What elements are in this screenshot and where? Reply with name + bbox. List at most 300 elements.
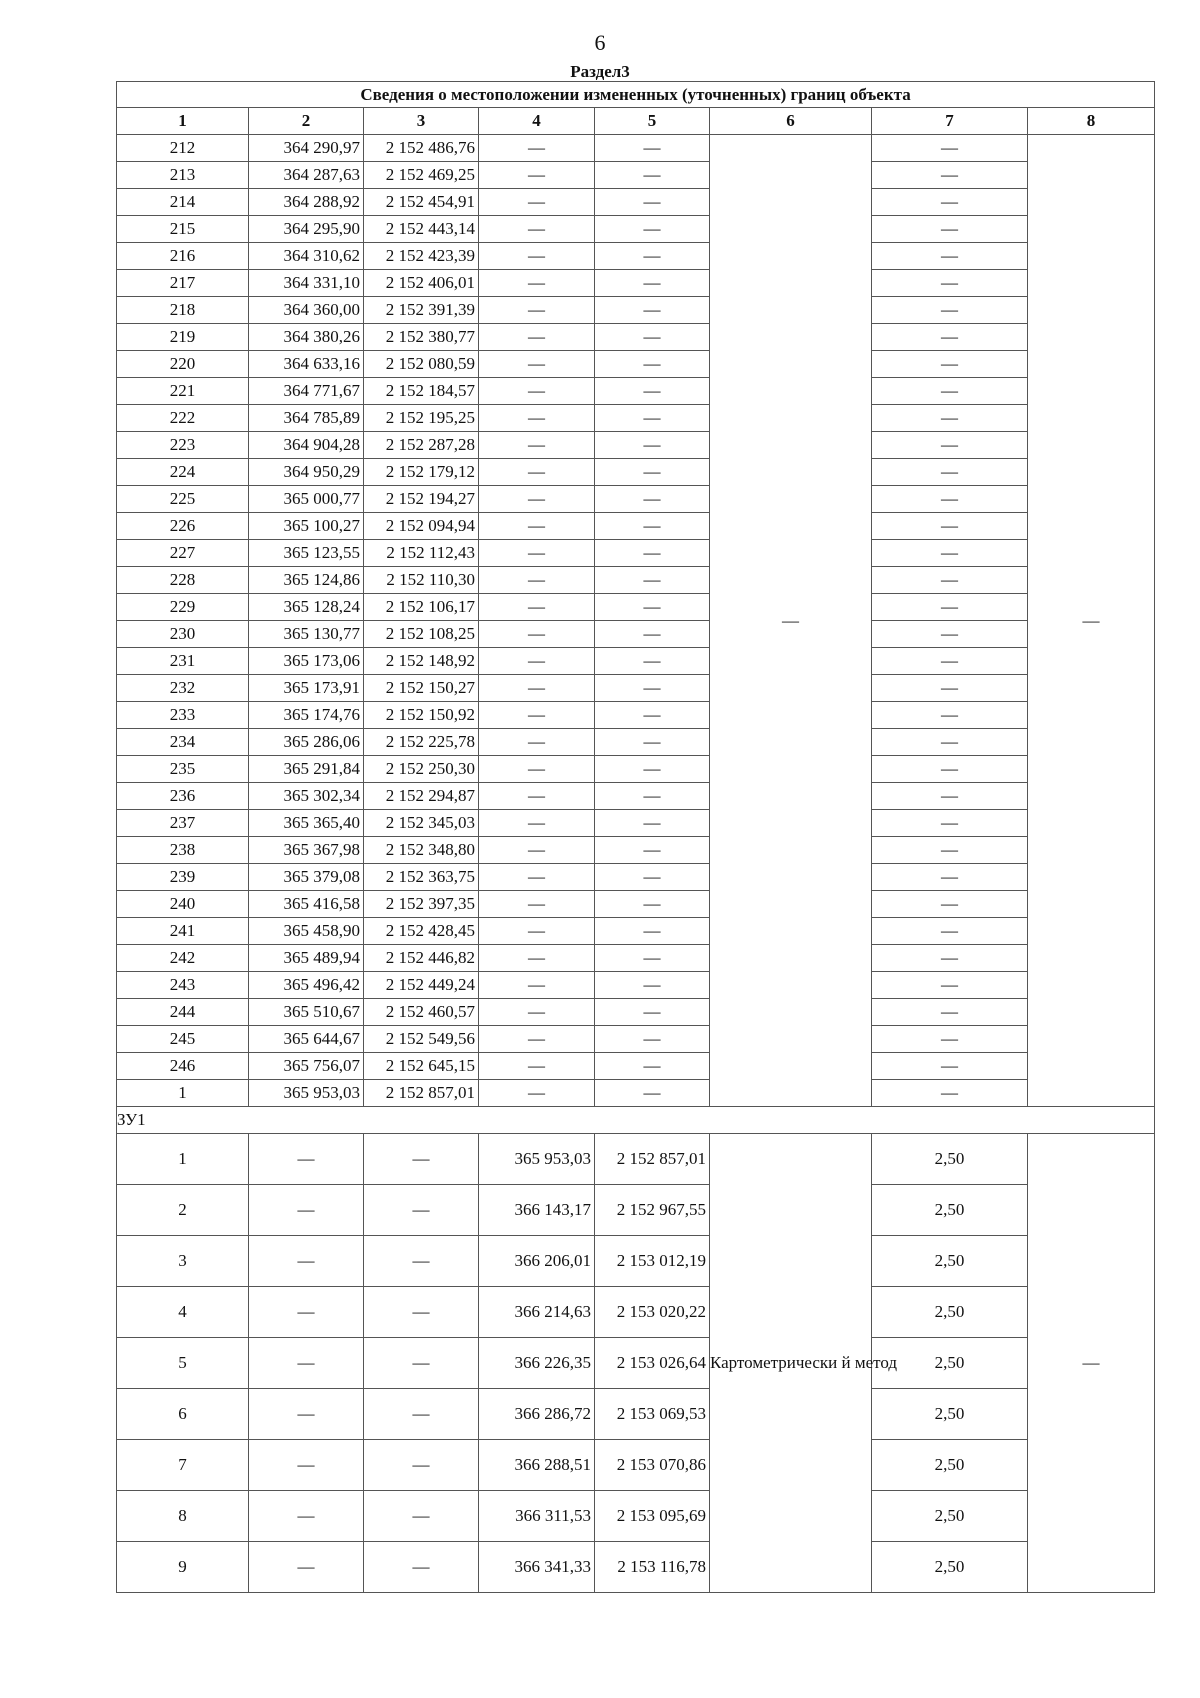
coordinate-y-cell: 2 152 150,92 — [364, 702, 479, 729]
accuracy-cell: 2,50 — [872, 1236, 1028, 1287]
point-number-cell: 3 — [117, 1236, 249, 1287]
coordinate-x-cell: — — [249, 1389, 364, 1440]
new-coordinate-y-cell: — — [595, 702, 710, 729]
new-coordinate-y-cell: — — [595, 999, 710, 1026]
point-number-cell: 1 — [117, 1080, 249, 1107]
column-number-6: 6 — [710, 108, 872, 135]
point-number-cell: 244 — [117, 999, 249, 1026]
coordinate-y-cell: 2 152 549,56 — [364, 1026, 479, 1053]
new-coordinate-y-cell: — — [595, 540, 710, 567]
new-coordinate-y-cell: 2 153 070,86 — [595, 1440, 710, 1491]
table-row — [117, 459, 1155, 486]
new-coordinate-y-cell: — — [595, 621, 710, 648]
point-number-cell: 239 — [117, 864, 249, 891]
coordinate-x-cell: — — [249, 1338, 364, 1389]
coordinate-x-cell: 364 950,29 — [249, 459, 364, 486]
new-coordinate-x-cell: — — [479, 594, 595, 621]
coordinate-x-cell: 365 379,08 — [249, 864, 364, 891]
new-coordinate-y-cell: 2 153 069,53 — [595, 1389, 710, 1440]
coordinate-y-cell: 2 152 184,57 — [364, 378, 479, 405]
point-number-cell: 245 — [117, 1026, 249, 1053]
accuracy-cell: — — [872, 378, 1028, 405]
method-cell: — — [710, 135, 872, 1107]
coordinate-y-cell: 2 152 148,92 — [364, 648, 479, 675]
new-coordinate-y-cell: — — [595, 486, 710, 513]
coordinate-x-cell: 364 380,26 — [249, 324, 364, 351]
coordinate-x-cell: 365 128,24 — [249, 594, 364, 621]
new-coordinate-x-cell: — — [479, 567, 595, 594]
accuracy-cell: — — [872, 972, 1028, 999]
coordinate-x-cell: 365 286,06 — [249, 729, 364, 756]
accuracy-cell: — — [872, 216, 1028, 243]
point-number-cell: 6 — [117, 1389, 249, 1440]
coordinate-x-cell: 364 295,90 — [249, 216, 364, 243]
coordinate-x-cell: 365 302,34 — [249, 783, 364, 810]
point-number-cell: 4 — [117, 1287, 249, 1338]
new-coordinate-y-cell: — — [595, 1053, 710, 1080]
new-coordinate-y-cell: — — [595, 918, 710, 945]
new-coordinate-x-cell: — — [479, 351, 595, 378]
coordinate-y-cell: — — [364, 1440, 479, 1491]
coordinate-y-cell: 2 152 857,01 — [364, 1080, 479, 1107]
new-coordinate-y-cell: — — [595, 648, 710, 675]
table-row — [117, 621, 1155, 648]
accuracy-cell: — — [872, 243, 1028, 270]
parcel-section-label: ЗУ1 — [117, 1107, 1155, 1134]
accuracy-cell: — — [872, 648, 1028, 675]
new-coordinate-y-cell: — — [595, 729, 710, 756]
coordinate-x-cell: 365 367,98 — [249, 837, 364, 864]
coordinate-x-cell: 365 124,86 — [249, 567, 364, 594]
new-coordinate-y-cell: — — [595, 243, 710, 270]
new-coordinate-y-cell: 2 153 020,22 — [595, 1287, 710, 1338]
table-row — [117, 1236, 1155, 1287]
table-row — [117, 1542, 1155, 1593]
point-number-cell: 242 — [117, 945, 249, 972]
point-number-cell: 212 — [117, 135, 249, 162]
column-number-7: 7 — [872, 108, 1028, 135]
table-row — [117, 513, 1155, 540]
new-coordinate-x-cell: — — [479, 918, 595, 945]
accuracy-cell: — — [872, 702, 1028, 729]
new-coordinate-x-cell: — — [479, 945, 595, 972]
point-number-cell: 9 — [117, 1542, 249, 1593]
accuracy-cell: — — [872, 810, 1028, 837]
point-number-cell: 7 — [117, 1440, 249, 1491]
coordinate-x-cell: 365 365,40 — [249, 810, 364, 837]
new-coordinate-y-cell: — — [595, 972, 710, 999]
point-number-cell: 5 — [117, 1338, 249, 1389]
new-coordinate-x-cell: — — [479, 702, 595, 729]
new-coordinate-x-cell: — — [479, 270, 595, 297]
new-coordinate-x-cell: 366 286,72 — [479, 1389, 595, 1440]
parcel-section-row — [117, 1107, 1155, 1134]
new-coordinate-x-cell: — — [479, 297, 595, 324]
table-row — [117, 729, 1155, 756]
new-coordinate-y-cell: — — [595, 324, 710, 351]
table-row — [117, 405, 1155, 432]
coordinate-x-cell: 365 173,91 — [249, 675, 364, 702]
coordinate-y-cell: — — [364, 1134, 479, 1185]
coordinate-y-cell: 2 152 287,28 — [364, 432, 479, 459]
table-row — [117, 1287, 1155, 1338]
coordinate-x-cell: 364 290,97 — [249, 135, 364, 162]
point-number-cell: 214 — [117, 189, 249, 216]
coordinate-y-cell: 2 152 110,30 — [364, 567, 479, 594]
accuracy-cell: 2,50 — [872, 1542, 1028, 1593]
new-coordinate-x-cell: — — [479, 783, 595, 810]
point-number-cell: 236 — [117, 783, 249, 810]
new-coordinate-y-cell: — — [595, 594, 710, 621]
point-number-cell: 2 — [117, 1185, 249, 1236]
point-number-cell: 228 — [117, 567, 249, 594]
new-coordinate-x-cell: — — [479, 513, 595, 540]
coordinate-x-cell: 365 489,94 — [249, 945, 364, 972]
coordinate-x-cell: 365 123,55 — [249, 540, 364, 567]
accuracy-cell: — — [872, 783, 1028, 810]
point-number-cell: 225 — [117, 486, 249, 513]
accuracy-cell: — — [872, 540, 1028, 567]
table-row — [117, 135, 1155, 162]
section-title: Раздел3 — [570, 62, 630, 81]
new-coordinate-y-cell: — — [595, 891, 710, 918]
table-caption: Сведения о местоположении измененных (уточненных) границ объекта — [117, 82, 1155, 108]
coordinate-x-cell: 364 904,28 — [249, 432, 364, 459]
page-number: 6 — [594, 30, 606, 55]
new-coordinate-x-cell: — — [479, 216, 595, 243]
accuracy-cell: — — [872, 135, 1028, 162]
new-coordinate-y-cell: — — [595, 459, 710, 486]
accuracy-cell: — — [872, 1080, 1028, 1107]
column-number-8: 8 — [1028, 108, 1155, 135]
point-number-cell: 227 — [117, 540, 249, 567]
coordinate-x-cell: — — [249, 1440, 364, 1491]
coordinate-x-cell: 364 771,67 — [249, 378, 364, 405]
point-number-cell: 218 — [117, 297, 249, 324]
new-coordinate-y-cell: 2 153 095,69 — [595, 1491, 710, 1542]
accuracy-cell: — — [872, 162, 1028, 189]
table-row — [117, 189, 1155, 216]
coordinate-y-cell: 2 152 645,15 — [364, 1053, 479, 1080]
point-number-cell: 219 — [117, 324, 249, 351]
point-number-cell: 221 — [117, 378, 249, 405]
coordinate-y-cell: 2 152 108,25 — [364, 621, 479, 648]
point-number-cell: 232 — [117, 675, 249, 702]
accuracy-cell: — — [872, 351, 1028, 378]
coordinate-x-cell: — — [249, 1185, 364, 1236]
new-coordinate-x-cell: — — [479, 324, 595, 351]
coordinate-y-cell: 2 152 486,76 — [364, 135, 479, 162]
boundary-coordinates-table — [116, 81, 1155, 1593]
new-coordinate-y-cell: — — [595, 189, 710, 216]
new-coordinate-x-cell: 365 953,03 — [479, 1134, 595, 1185]
accuracy-cell: — — [872, 729, 1028, 756]
new-coordinate-x-cell: — — [479, 999, 595, 1026]
coordinate-x-cell: 365 644,67 — [249, 1026, 364, 1053]
new-coordinate-x-cell: — — [479, 864, 595, 891]
coordinate-y-cell: 2 152 391,39 — [364, 297, 479, 324]
point-number-cell: 238 — [117, 837, 249, 864]
coordinate-x-cell: 364 331,10 — [249, 270, 364, 297]
table-row — [117, 297, 1155, 324]
coordinate-y-cell: — — [364, 1236, 479, 1287]
new-coordinate-x-cell: — — [479, 675, 595, 702]
method-cell: Картометрически й метод — [710, 1134, 872, 1593]
accuracy-cell: — — [872, 891, 1028, 918]
new-coordinate-y-cell: 2 153 026,64 — [595, 1338, 710, 1389]
table-row — [117, 648, 1155, 675]
new-coordinate-x-cell: 366 311,53 — [479, 1491, 595, 1542]
coordinate-y-cell: 2 152 225,78 — [364, 729, 479, 756]
accuracy-cell: — — [872, 513, 1028, 540]
coordinate-y-cell: 2 152 428,45 — [364, 918, 479, 945]
accuracy-cell: — — [872, 324, 1028, 351]
point-number-cell: 213 — [117, 162, 249, 189]
point-number-cell: 226 — [117, 513, 249, 540]
table-row — [117, 783, 1155, 810]
coordinate-x-cell: 365 496,42 — [249, 972, 364, 999]
table-row — [117, 1389, 1155, 1440]
coordinate-x-cell: 364 633,16 — [249, 351, 364, 378]
new-coordinate-x-cell: — — [479, 135, 595, 162]
accuracy-cell: — — [872, 945, 1028, 972]
accuracy-cell: 2,50 — [872, 1338, 1028, 1389]
accuracy-cell: — — [872, 432, 1028, 459]
coordinate-y-cell: 2 152 443,14 — [364, 216, 479, 243]
accuracy-cell: — — [872, 621, 1028, 648]
table-row — [117, 1053, 1155, 1080]
coordinate-x-cell: — — [249, 1491, 364, 1542]
new-coordinate-y-cell: 2 153 116,78 — [595, 1542, 710, 1593]
table-caption-row — [117, 82, 1155, 108]
coordinate-x-cell: 365 130,77 — [249, 621, 364, 648]
coordinate-x-cell: 364 360,00 — [249, 297, 364, 324]
new-coordinate-y-cell: — — [595, 405, 710, 432]
coordinate-y-cell: — — [364, 1338, 479, 1389]
point-number-cell: 215 — [117, 216, 249, 243]
table-row — [117, 567, 1155, 594]
coordinate-x-cell: 365 416,58 — [249, 891, 364, 918]
point-number-cell: 223 — [117, 432, 249, 459]
accuracy-cell: — — [872, 1026, 1028, 1053]
point-number-cell: 217 — [117, 270, 249, 297]
table-row — [117, 756, 1155, 783]
new-coordinate-x-cell: — — [479, 621, 595, 648]
accuracy-cell: 2,50 — [872, 1134, 1028, 1185]
coordinate-y-cell: 2 152 106,17 — [364, 594, 479, 621]
table-row — [117, 324, 1155, 351]
accuracy-cell: — — [872, 297, 1028, 324]
table-row — [117, 432, 1155, 459]
new-coordinate-x-cell: — — [479, 378, 595, 405]
new-coordinate-y-cell: — — [595, 1080, 710, 1107]
coordinate-y-cell: 2 152 179,12 — [364, 459, 479, 486]
coordinate-x-cell: 365 510,67 — [249, 999, 364, 1026]
table-row — [117, 918, 1155, 945]
table-row — [117, 1080, 1155, 1107]
point-number-cell: 243 — [117, 972, 249, 999]
table-row — [117, 1338, 1155, 1389]
coordinate-y-cell: 2 152 250,30 — [364, 756, 479, 783]
point-number-cell: 216 — [117, 243, 249, 270]
accuracy-cell: 2,50 — [872, 1389, 1028, 1440]
new-coordinate-x-cell: — — [479, 486, 595, 513]
coordinate-y-cell: 2 152 348,80 — [364, 837, 479, 864]
coordinate-x-cell: 365 756,07 — [249, 1053, 364, 1080]
table-row — [117, 1491, 1155, 1542]
column-number-5: 5 — [595, 108, 710, 135]
coordinate-y-cell: 2 152 397,35 — [364, 891, 479, 918]
table-row — [117, 351, 1155, 378]
new-coordinate-x-cell: — — [479, 729, 595, 756]
new-coordinate-y-cell: — — [595, 567, 710, 594]
table-row — [117, 945, 1155, 972]
new-coordinate-y-cell: — — [595, 135, 710, 162]
coordinate-x-cell: 365 100,27 — [249, 513, 364, 540]
table-row — [117, 270, 1155, 297]
coordinate-x-cell: — — [249, 1134, 364, 1185]
new-coordinate-y-cell: — — [595, 378, 710, 405]
point-number-cell: 230 — [117, 621, 249, 648]
point-number-cell: 246 — [117, 1053, 249, 1080]
coordinate-y-cell: — — [364, 1542, 479, 1593]
coordinate-y-cell: 2 152 454,91 — [364, 189, 479, 216]
new-coordinate-x-cell: — — [479, 459, 595, 486]
table-row — [117, 702, 1155, 729]
point-number-cell: 241 — [117, 918, 249, 945]
accuracy-cell: — — [872, 864, 1028, 891]
coordinate-y-cell: — — [364, 1287, 479, 1338]
coordinate-y-cell: 2 152 294,87 — [364, 783, 479, 810]
coordinate-x-cell: 364 785,89 — [249, 405, 364, 432]
table-body — [117, 82, 1155, 1593]
coordinate-x-cell: 364 288,92 — [249, 189, 364, 216]
table-row — [117, 972, 1155, 999]
description-cell: — — [1028, 135, 1155, 1107]
accuracy-cell: — — [872, 459, 1028, 486]
point-number-cell: 231 — [117, 648, 249, 675]
table-row — [117, 864, 1155, 891]
new-coordinate-x-cell: — — [479, 891, 595, 918]
table-row — [117, 378, 1155, 405]
table-row — [117, 486, 1155, 513]
new-coordinate-y-cell: — — [595, 297, 710, 324]
table-row — [117, 1440, 1155, 1491]
coordinate-x-cell: — — [249, 1287, 364, 1338]
table-row — [117, 675, 1155, 702]
accuracy-cell: — — [872, 189, 1028, 216]
description-cell: — — [1028, 1134, 1155, 1593]
new-coordinate-x-cell: — — [479, 1053, 595, 1080]
new-coordinate-x-cell: — — [479, 810, 595, 837]
coordinate-y-cell: 2 152 406,01 — [364, 270, 479, 297]
coordinate-x-cell: — — [249, 1542, 364, 1593]
new-coordinate-x-cell: 366 341,33 — [479, 1542, 595, 1593]
table-row — [117, 216, 1155, 243]
table-row — [117, 837, 1155, 864]
point-number-cell: 229 — [117, 594, 249, 621]
new-coordinate-x-cell: 366 288,51 — [479, 1440, 595, 1491]
coordinate-y-cell: 2 152 380,77 — [364, 324, 479, 351]
new-coordinate-x-cell: 366 226,35 — [479, 1338, 595, 1389]
coordinate-y-cell: 2 152 195,25 — [364, 405, 479, 432]
new-coordinate-y-cell: 2 153 012,19 — [595, 1236, 710, 1287]
accuracy-cell: 2,50 — [872, 1287, 1028, 1338]
accuracy-cell: — — [872, 999, 1028, 1026]
accuracy-cell: — — [872, 567, 1028, 594]
point-number-cell: 8 — [117, 1491, 249, 1542]
new-coordinate-x-cell: — — [479, 432, 595, 459]
new-coordinate-x-cell: — — [479, 162, 595, 189]
accuracy-cell: 2,50 — [872, 1491, 1028, 1542]
new-coordinate-y-cell: — — [595, 756, 710, 783]
new-coordinate-x-cell: 366 143,17 — [479, 1185, 595, 1236]
table-row — [117, 999, 1155, 1026]
accuracy-cell: — — [872, 837, 1028, 864]
accuracy-cell: — — [872, 486, 1028, 513]
new-coordinate-y-cell: — — [595, 216, 710, 243]
new-coordinate-y-cell: — — [595, 270, 710, 297]
new-coordinate-y-cell: — — [595, 351, 710, 378]
coordinate-y-cell: 2 152 446,82 — [364, 945, 479, 972]
new-coordinate-x-cell: — — [479, 837, 595, 864]
accuracy-cell: 2,50 — [872, 1440, 1028, 1491]
coordinate-x-cell: 365 953,03 — [249, 1080, 364, 1107]
table-row — [117, 1026, 1155, 1053]
coordinate-y-cell: — — [364, 1389, 479, 1440]
point-number-cell: 220 — [117, 351, 249, 378]
table-row — [117, 1134, 1155, 1185]
coordinate-x-cell: — — [249, 1236, 364, 1287]
coordinate-x-cell: 364 310,62 — [249, 243, 364, 270]
new-coordinate-y-cell: — — [595, 864, 710, 891]
coordinate-x-cell: 365 000,77 — [249, 486, 364, 513]
coordinate-y-cell: 2 152 094,94 — [364, 513, 479, 540]
accuracy-cell: — — [872, 756, 1028, 783]
table-row — [117, 162, 1155, 189]
coordinate-y-cell: 2 152 449,24 — [364, 972, 479, 999]
new-coordinate-x-cell: — — [479, 540, 595, 567]
new-coordinate-y-cell: — — [595, 432, 710, 459]
column-number-row — [117, 108, 1155, 135]
new-coordinate-y-cell: — — [595, 162, 710, 189]
point-number-cell: 222 — [117, 405, 249, 432]
table-row — [117, 243, 1155, 270]
new-coordinate-y-cell: — — [595, 675, 710, 702]
table-row — [117, 1185, 1155, 1236]
accuracy-cell: — — [872, 918, 1028, 945]
column-number-2: 2 — [249, 108, 364, 135]
new-coordinate-y-cell: — — [595, 837, 710, 864]
accuracy-cell: — — [872, 270, 1028, 297]
coordinate-y-cell: 2 152 469,25 — [364, 162, 479, 189]
coordinate-x-cell: 365 458,90 — [249, 918, 364, 945]
accuracy-cell: — — [872, 405, 1028, 432]
coordinate-x-cell: 364 287,63 — [249, 162, 364, 189]
new-coordinate-x-cell: — — [479, 1080, 595, 1107]
accuracy-cell: 2,50 — [872, 1185, 1028, 1236]
column-number-1: 1 — [117, 108, 249, 135]
new-coordinate-x-cell: — — [479, 189, 595, 216]
accuracy-cell: — — [872, 594, 1028, 621]
coordinate-y-cell: 2 152 345,03 — [364, 810, 479, 837]
new-coordinate-x-cell: 366 206,01 — [479, 1236, 595, 1287]
coordinate-y-cell: 2 152 150,27 — [364, 675, 479, 702]
table-row — [117, 540, 1155, 567]
coordinate-x-cell: 365 291,84 — [249, 756, 364, 783]
coordinate-y-cell: — — [364, 1185, 479, 1236]
new-coordinate-x-cell: — — [479, 972, 595, 999]
